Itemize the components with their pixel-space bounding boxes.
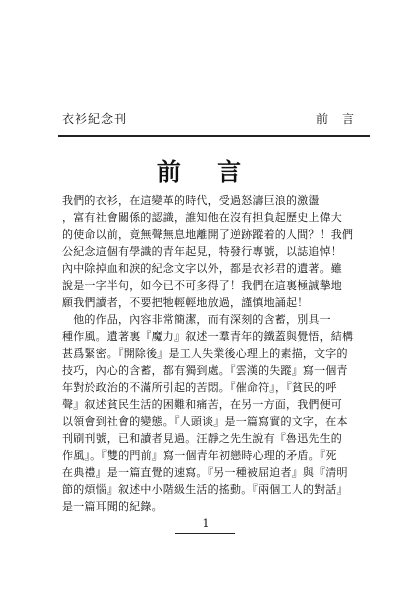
running-header bbox=[62, 110, 368, 128]
page-number: 1 bbox=[202, 517, 210, 530]
body-text: 我們的衣衫，在這變革的時代，受過怒濤巨浪的激盪 ，富有社會關係的認識，誰知他在沒有担負起歷史上偉大 的使命以前，竟無聲無息地離開了逆跡蹤着的人間？！我們 公紀念這個有學識的青年起見，特發行專號，以誌追悼！ 內中除掉血和淚的紀念文字以外，都是衣衫君的遺著。雖 說是一字半句，如今已不可多得了！我們在這裏極誠摯地 願我們讀者，不要把牠輕輕地放過，謹慎地誦起！ 他的作品，內容非常簡潔，而有深刻的含蓄，別具一 種作風。遺著裏『魔力』叙述一羣青年的鐵蓋與覺悟，結構 甚爲緊密。『開除後』是工人失業後心理上的素描，文字的 技巧，內心的含蓄，都有獨到處。『雲漢的失蹤』寫一個青 年對於政治的不滿所引起的苦悶。『催命符』，『貧民的呼 聲』叙述貧民生活的困難和痛苦，在另一方面，我們便可 以領會到社會的變態。『人頭谈』是一篇寫實的文字，在本 刊刷刊號，已和讀者見過。汪靜之先生說有『魯迅先生的 作風』。『雙的門前』寫一個青年初戀時心理的矛盾。『死 在典禮』是一篇直覺的速寫。『另一種被屈迫者』與『清明 節的煩惱』叙述中小階級生活的搖動。『兩個工人的對話』 是一篇耳聞的紀錄。 bbox=[62, 194, 354, 513]
page-number-rule bbox=[175, 533, 235, 534]
header-publication-title: 衣衫紀念刊 bbox=[62, 112, 128, 126]
chapter-title: 前 言 bbox=[156, 157, 256, 186]
header-rule bbox=[58, 135, 370, 137]
header-section-title: 前言 bbox=[315, 112, 368, 126]
